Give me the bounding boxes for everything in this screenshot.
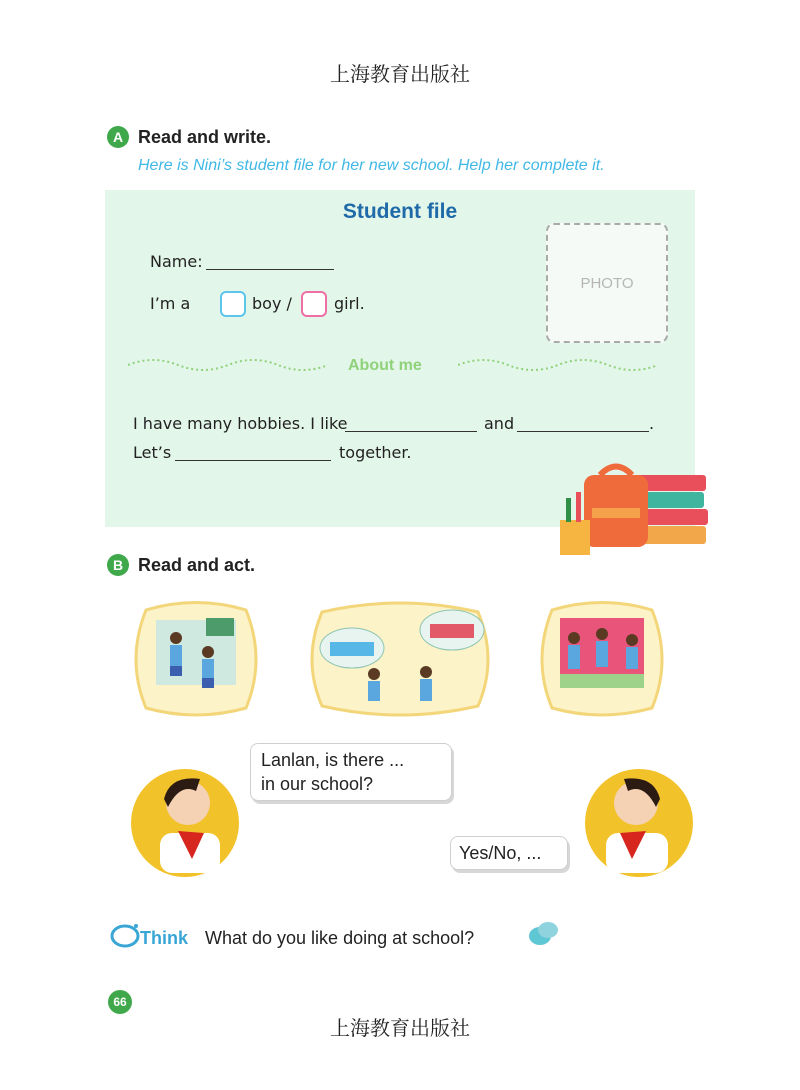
hobby-2-input-line[interactable]	[517, 413, 649, 432]
section-a-instruction: Here is Nini’s student file for her new school. Help her complete it.	[138, 157, 605, 174]
girl-right-avatar	[584, 763, 694, 881]
girl-checkbox[interactable]	[301, 291, 327, 317]
think-cloud-icon	[110, 922, 140, 948]
question-line-1: Lanlan, is there ...	[261, 750, 405, 770]
question-line-2: in our school?	[261, 774, 374, 794]
name-input-line[interactable]	[206, 251, 334, 270]
about-me-heading: About me	[348, 357, 422, 374]
together-text: together.	[339, 443, 412, 462]
chat-bubbles-icon	[528, 920, 560, 948]
publisher-footer: 上海教育出版社	[330, 1016, 470, 1040]
page-number-badge: 66	[108, 990, 132, 1014]
boy-checkbox[interactable]	[220, 291, 246, 317]
schoolbag-books-illustration	[556, 460, 716, 560]
about-wave-right	[458, 355, 658, 375]
answer-speech-bubble: Yes/No, ...	[450, 836, 568, 870]
about-wave-left	[128, 355, 328, 375]
girl-left-avatar	[130, 763, 240, 881]
section-b-badge: B	[107, 554, 129, 576]
scene-hallway-illustration	[126, 600, 266, 718]
section-a-title: Read and write.	[138, 127, 272, 147]
photo-placeholder: PHOTO	[546, 223, 668, 343]
period-text: .	[649, 414, 655, 433]
boy-label: boy /	[252, 294, 292, 313]
hobbies-text: I have many hobbies. I like	[133, 414, 348, 433]
hobby-1-input-line[interactable]	[345, 413, 477, 432]
girl-label: girl.	[334, 294, 365, 313]
and-text: and	[484, 414, 515, 433]
im-a-label: I’m a	[150, 294, 191, 313]
activity-input-line[interactable]	[175, 442, 331, 461]
think-question: What do you like doing at school?	[205, 928, 475, 948]
publisher-header: 上海教育出版社	[330, 62, 470, 86]
scene-pool-illustration	[302, 600, 498, 718]
think-logo: Think	[140, 928, 188, 948]
student-file-title: Student file	[342, 200, 458, 223]
scene-hall-illustration	[532, 600, 672, 718]
name-label: Name:	[150, 252, 203, 271]
question-speech-bubble	[250, 743, 452, 801]
section-b-title: Read and act.	[138, 555, 256, 575]
section-a-badge: A	[107, 126, 129, 148]
lets-text: Let’s	[133, 443, 172, 462]
